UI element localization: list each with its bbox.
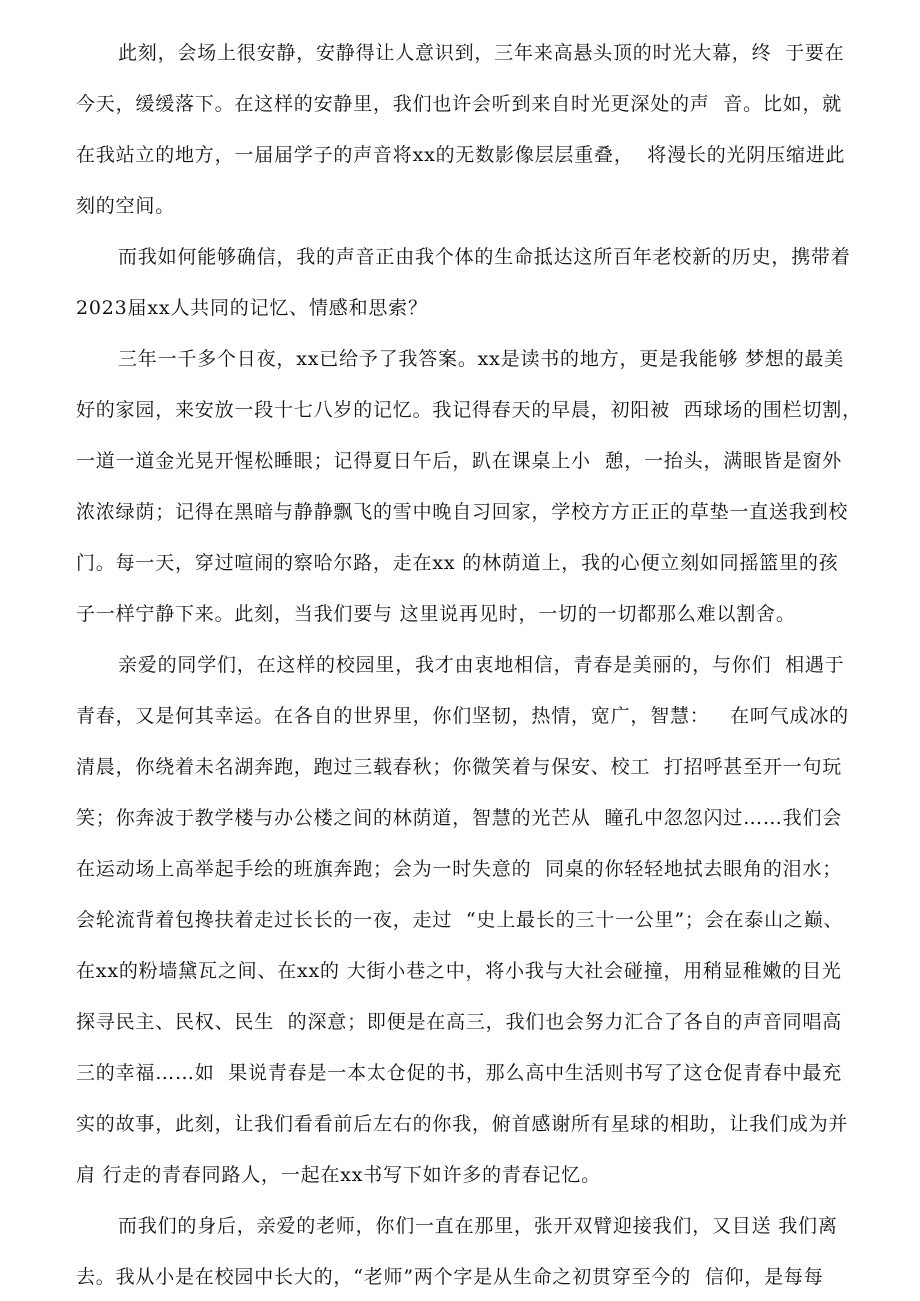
paragraph-1-line-3: 在我站立的地方，一届届学子的声音将xx的无数影像层层重叠， 将漫长的光阴压缩进此	[76, 144, 846, 166]
paragraph-3-line-5: 门。每一天，穿过喧闹的察哈尔路，走在xx 的林荫道上，我的心便立刻如同摇篮里的孩	[76, 552, 839, 574]
paragraph-4-line-6: 会轮流背着包搀扶着走过长长的一夜，走过 “史上最长的三十一公里”；会在泰山之巅、	[76, 909, 844, 931]
paragraph-3-line-2: 好的家园，来安放一段十七八岁的记忆。我记得春天的早晨，初阳被 西球场的围栏切割，	[76, 399, 862, 421]
paragraph-3-line-3: 一道一道金光晃开惺松睡眼；记得夏日午后，趴在课桌上小 憩，一抬头，满眼皆是窗外	[76, 450, 843, 472]
paragraph-2-line-2: 2023届xx人共同的记忆、情感和思索？	[76, 297, 428, 319]
paragraph-3-line-6: 子一样宁静下来。此刻，当我们要与 这里说再见时，一切的一切都那么难以割舍。	[76, 603, 796, 625]
paragraph-4-line-11: 肩 行走的青春同路人，一起在xx书写下如许多的青春记忆。	[76, 1164, 601, 1186]
paragraph-4-line-10: 实的故事，此刻，让我们看看前后左右的你我，俯首感谢所有星球的相助，让我们成为并	[76, 1113, 849, 1135]
paragraph-2-line-1: 而我如何能够确信，我的声音正由我个体的生命抵达这所百年老校新的历史，携带着	[118, 246, 851, 268]
paragraph-3-line-4: 浓浓绿荫；记得在黑暗与静静飘飞的雪中晚自习回家，学校方方正正的草垫一直送我到校	[76, 501, 849, 523]
paragraph-3-line-1: 三年一千多个日夜，xx已给予了我答案。xx是读书的地方，更是我能够 梦想的最美	[118, 348, 845, 370]
paragraph-4-line-9: 三的幸福……如 果说青春是一本太仓促的书，那么高中生活则书写了这仓促青春中最充	[76, 1062, 843, 1084]
paragraph-4-line-7: 在xx的粉墙黛瓦之间、在xx的 大街小巷之中，将小我与大社会碰撞，用稍显稚嫩的目光	[76, 960, 842, 982]
paragraph-5-line-2: 去。我从小是在校园中长大的，“老师”两个字是从生命之初贯穿至今的 信仰，是每每	[76, 1266, 824, 1288]
paragraph-4-line-4: 笑；你奔波于教学楼与办公楼之间的林荫道，智慧的光芒从 瞳孔中忽忽闪过……我们会	[76, 807, 843, 829]
paragraph-4-line-5: 在运动场上高举起手绘的班旗奔跑；会为一时失意的 同桌的你轻轻地拭去眼角的泪水；	[76, 858, 843, 880]
paragraph-4-line-8: 探寻民主、民权、民生 的深意；即便是在高三，我们也会努力汇合了各自的声音同唱高	[76, 1011, 843, 1033]
paragraph-4-line-1: 亲爱的同学们，在这样的校园里，我才由衷地相信，青春是美丽的，与你们 相遇于	[118, 654, 845, 676]
paragraph-1-line-1: 此刻，会场上很安静，安静得让人意识到，三年来高悬头顶的时光大幕，终 于要在	[118, 42, 845, 64]
paragraph-1-line-4: 刻的空间。	[76, 195, 176, 217]
paragraph-4-line-3: 清晨，你绕着未名湖奔跑，跑过三载春秋；你微笑着与保安、校工 打招呼甚至开一句玩	[76, 756, 843, 778]
paragraph-5-line-1: 而我们的身后，亲爱的老师，你们一直在那里，张开双臂迎接我们，又目送 我们离	[118, 1215, 838, 1237]
paragraph-4-line-2: 青春，又是何其幸运。在各自的世界里，你们坚韧，热情，宽广，智慧： 在呵气成冰的	[76, 705, 849, 727]
paragraph-1-line-2: 今天，缓缓落下。在这样的安静里，我们也许会听到来自时光更深处的声 音。比如，就	[76, 93, 843, 115]
